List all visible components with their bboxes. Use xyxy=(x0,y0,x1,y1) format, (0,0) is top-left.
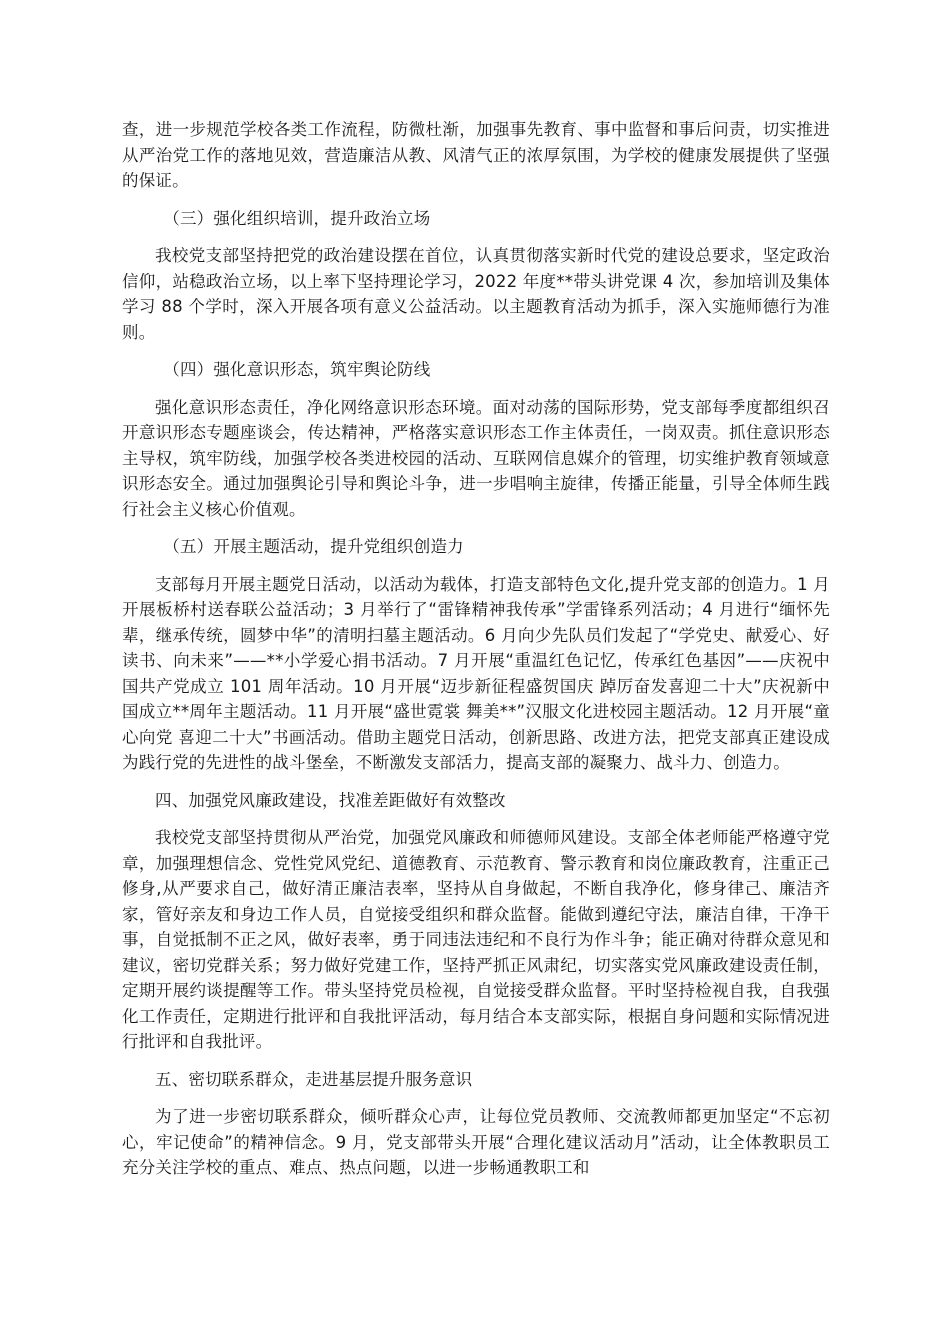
section-heading-4: （四）强化意识形态，筑牢舆论防线 xyxy=(163,360,431,379)
section-heading-3: （三）强化组织培训，提升政治立场 xyxy=(163,208,431,228)
section-heading-four: 四、加强党风廉政建设，找准差距做好有效整改 xyxy=(155,790,506,810)
section-heading-5: （五）开展主题活动，提升党组织创造力 xyxy=(163,537,464,556)
paragraph-integrity: 我校党支部坚持贯彻从严治党，加强党风廉政和师德师风建设。支部全体老师能严格遵守党章，加强理想信念、党性党风党纪、道德教育、示范教育、警示教育和岗位廉政教育，注重正己修身,从严要求自己，做好清正廉洁表率，坚持从自身做起，不断自我净化，修身律己、廉洁齐家，管好亲友和身边工作人员，自觉接受组织和群众监督。能做到遵纪守法，廉洁自律，干净干事，自觉抵制不正之风，做好表率，勇于同违法违纪和不良行为作斗争；能正确对待群众意见和建议，密切党群关系；努力做好党建工作，坚持严抓正风肃纪，切实落实党风廉政建设责任制，定期开展约谈提醒等工作。带头坚持党员检视，自觉接受群众监督。平时坚持检视自我，自我强化工作责任，定期进行批评和自我批评活动，每月结合本支部实际，根据自身问题和实际情况进行批评和自我批评。 xyxy=(122,828,830,1051)
paragraph-continued: 查，进一步规范学校各类工作流程，防微杜渐，加强事先教育、事中监督和事后问责，切实推进从严治党工作的落地见效，营造廉洁从教、风清气正的浓厚氛围，为学校的健康发展提供了坚强的保证。 xyxy=(122,120,830,190)
paragraph-theme-activities: 支部每月开展主题党日活动，以活动为载体，打造支部特色文化,提升党支部的创造力。1 月开展板桥村送春联公益活动；3 月举行了“雷锋精神我传承”学雷锋系列活动；4 月进行“缅怀先辈，继承传统，圆梦中华”的清明扫墓主题活动。6 月向少先队员们发起了“学党史、献爱心、好读书、向未来”——**小学爱心捐书活动。7 月开展“重温红色记忆，传承红色基因”——庆祝中国共产党成立 101 周年活动。10 月开展“迈步新征程盛贺国庆 踔厉奋发喜迎二十大”庆祝新中国成立**周年主题活动。11 月开展“盛世霓裳 舞美**”汉服文化进校园主题活动。12 月开展“童心向党 喜迎二十大”书画活动。借助主题党日活动，创新思路、改进方法，把党支部真正建设成为践行党的先进性的战斗堡垒，不断激发支部活力，提高支部的凝聚力、战斗力、创造力。 xyxy=(122,574,830,772)
paragraph-ideology: 强化意识形态责任，净化网络意识形态环境。面对动荡的国际形势，党支部每季度都组织召开意识形态专题座谈会，传达精神，严格落实意识形态工作主体责任，一岗双责。抓住意识形态主导权，筑牢防线，加强学校各类进校园的活动、互联网信息媒介的管理，切实维护教育领域意识形态安全。通过加强舆论引导和舆论斗争，进一步唱响主旋律，传播正能量，引导全体师生践行社会主义核心价值观。 xyxy=(122,397,830,519)
paragraph-political-training: 我校党支部坚持把党的政治建设摆在首位，认真贯彻落实新时代党的建设总要求，坚定政治信仰，站稳政治立场，以上率下坚持理论学习，2022 年度**带头讲党课 4 次，参加培训及集体学习 88 个学时，深入开展各项有意义公益活动。以主题教育活动为抓手，深入实施师德行为准则。 xyxy=(122,246,830,342)
section-heading-five: 五、密切联系群众，走进基层提升服务意识 xyxy=(155,1069,473,1089)
document-body xyxy=(122,117,830,1181)
paragraph-masses: 为了进一步密切联系群众，倾听群众心声，让每位党员教师、交流教师都更加坚定“不忘初心，牢记使命”的精神信念。9 月，党支部带头开展“合理化建议活动月”活动，让全体教职员工充分关注学校的重点、难点、热点问题，以进一步畅通教职工和 xyxy=(122,1107,830,1177)
